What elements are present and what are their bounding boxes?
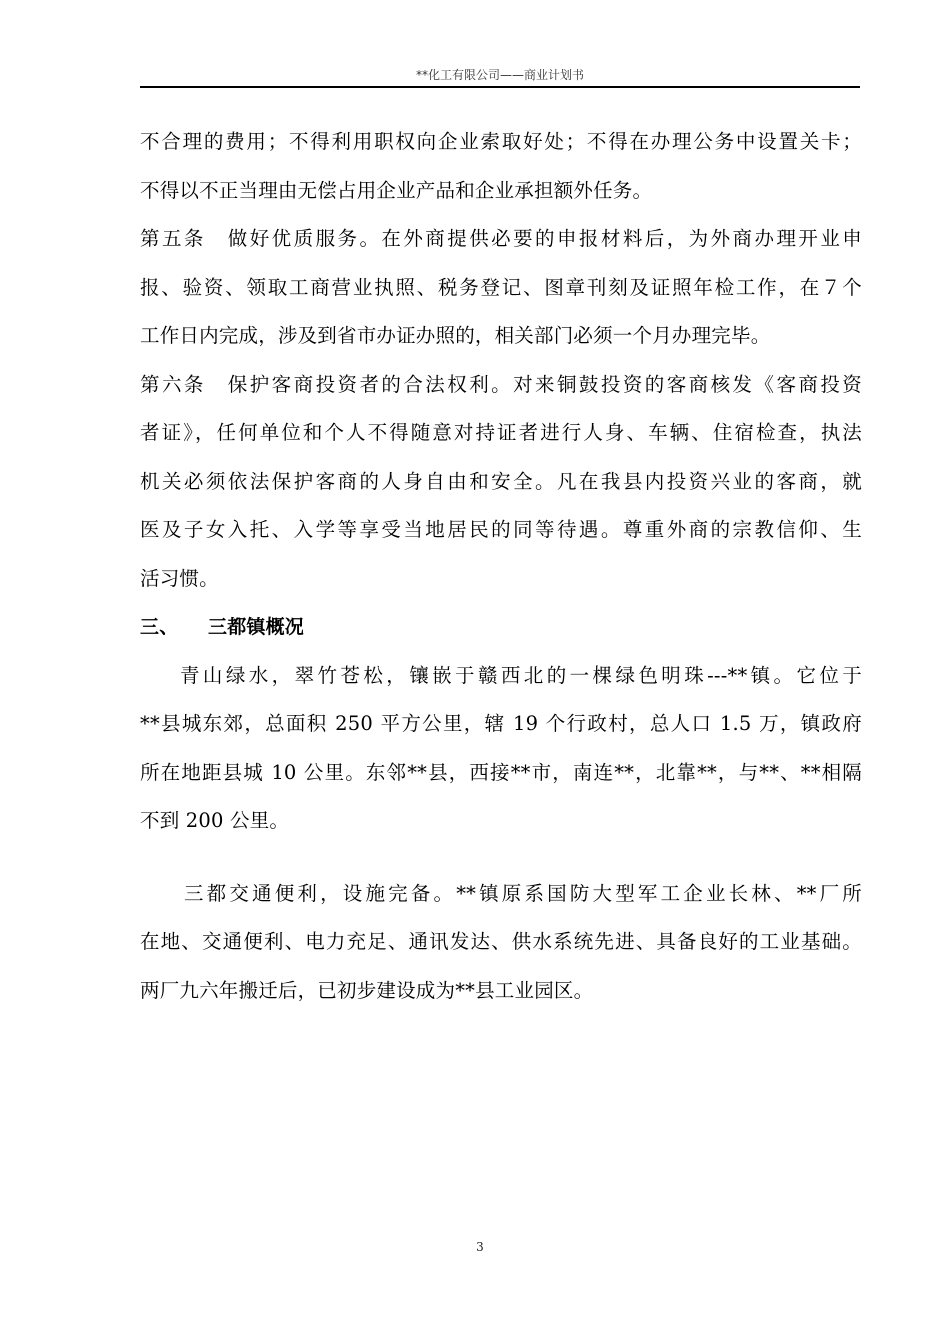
paragraph-spacer	[140, 854, 862, 878]
overview-paragraph-2	[140, 878, 862, 1024]
article-6	[140, 369, 862, 612]
text-line: 青山绿水，翠竹苍松，镶嵌于赣西北的一棵绿色明珠---**镇。它位于	[180, 663, 862, 687]
page-number: 3	[476, 1240, 484, 1254]
text-line: **县城东郊，总面积 250 平方公里，辖 19 个行政村，总人口 1.5 万，镇政府	[140, 712, 862, 735]
overview-paragraph-1	[140, 660, 862, 854]
text-line: 活习惯。	[140, 566, 219, 590]
text-line: 两厂九六年搬迁后，已初步建设成为**县工业园区。	[140, 978, 594, 1002]
text-line: 报、验资、领取工商营业执照、税务登记、图章刊刻及证照年检工作，在７个	[140, 275, 862, 299]
text-line: 者证》，任何单位和个人不得随意对持证者进行人身、车辆、住宿检查，执法	[140, 421, 862, 444]
section-title: 三都镇概况	[208, 616, 305, 638]
page-header-title: **化工有限公司——商业计划书	[415, 68, 584, 82]
text-line: 第五条 做好优质服务。在外商提供必要的申报材料后，为外商办理开业申	[140, 227, 862, 250]
paragraph-continued	[140, 126, 862, 223]
article-5	[140, 223, 862, 369]
text-line: 在地、交通便利、电力充足、通讯发达、供水系统先进、具备良好的工业基础。	[140, 930, 862, 953]
text-line: 不得以不正当理由无偿占用企业产品和企业承担额外任务。	[140, 178, 653, 202]
text-line: 医及子女入托、入学等享受当地居民的同等待遇。尊重外商的宗教信仰、生	[140, 518, 862, 541]
text-line: 不合理的费用；不得利用职权向企业索取好处；不得在办理公务中设置关卡；	[140, 130, 862, 153]
text-line: 工作日内完成，涉及到省市办证办照的，相关部门必须一个月办理完毕。	[140, 324, 771, 347]
text-line: 第六条 保护客商投资者的合法权利。对来铜鼓投资的客商核发《客商投资	[140, 372, 862, 396]
page-content	[140, 126, 862, 1023]
text-line: 所在地距县城 10 公里。东邻**县，西接**市，南连**，北靠**，与**、**相隔	[140, 760, 862, 784]
section-heading	[140, 611, 862, 660]
section-number: 三、	[140, 616, 179, 638]
text-line: 机关必须依法保护客商的人身自由和安全。凡在我县内投资兴业的客商，就	[140, 469, 862, 493]
text-line: 不到 200 公里。	[140, 809, 290, 832]
header-divider	[140, 86, 860, 88]
text-line: 三都交通便利，设施完备。**镇原系国防大型军工企业长林、**厂所	[184, 881, 862, 905]
